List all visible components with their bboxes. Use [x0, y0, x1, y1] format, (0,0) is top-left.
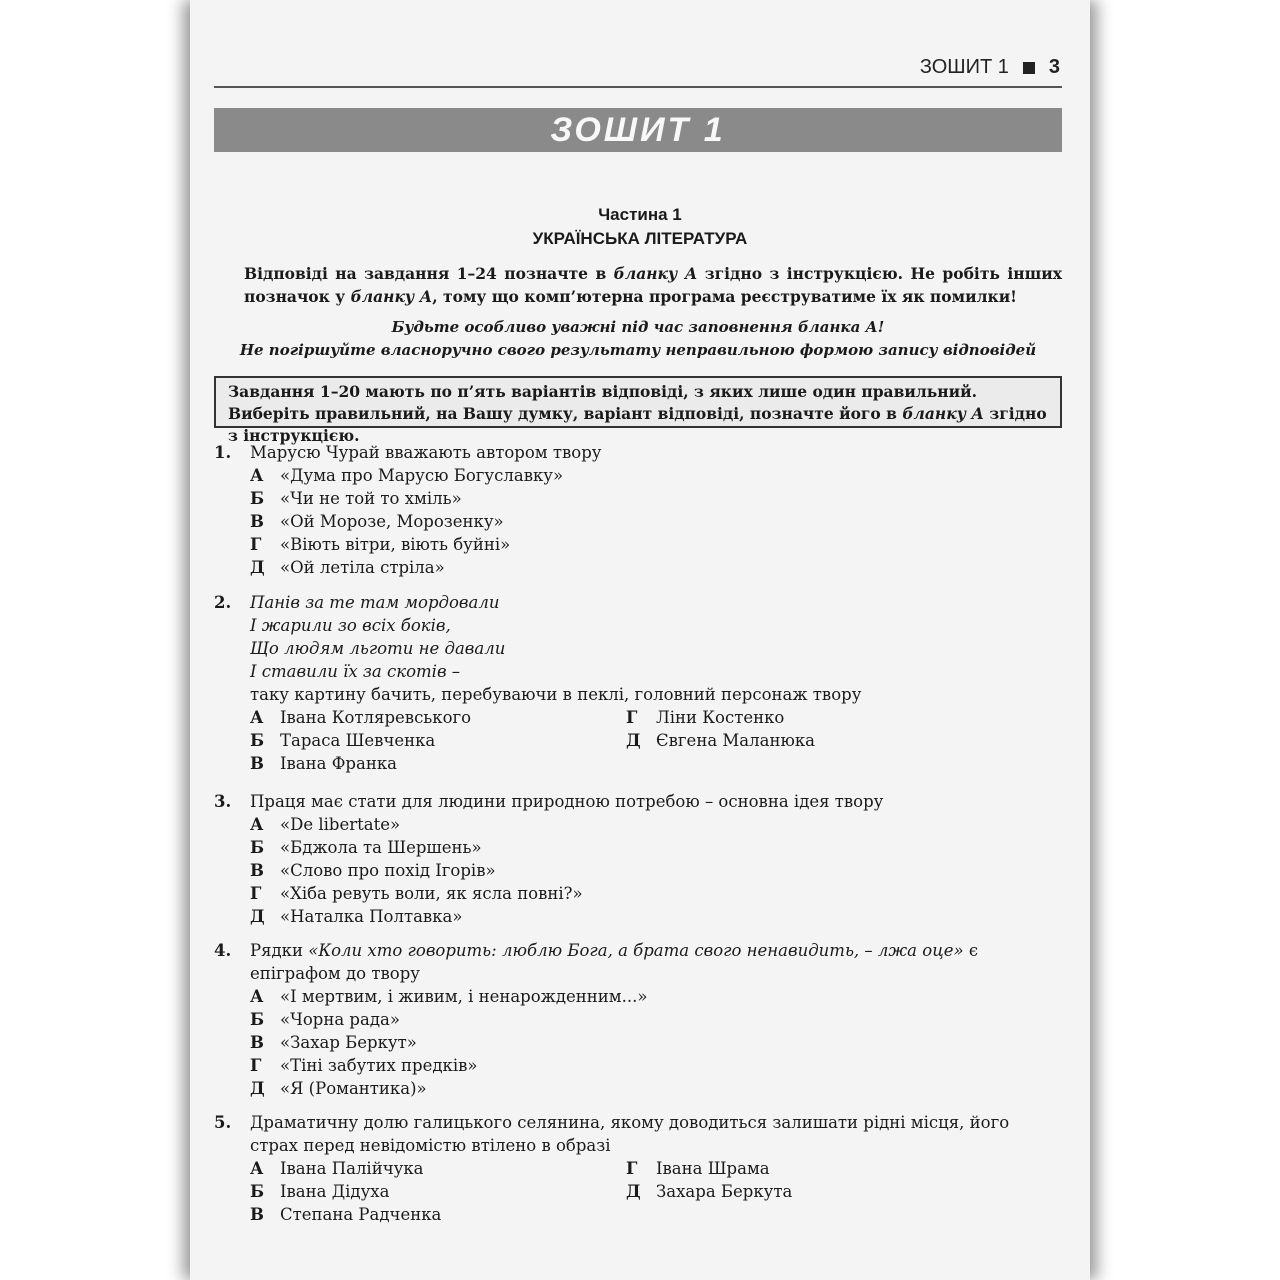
- option-letter: Д: [250, 1079, 265, 1098]
- option-text: «Ой Морозе, Морозенку»: [280, 512, 504, 531]
- question-number: 4.: [214, 941, 232, 960]
- option-letter: А: [250, 815, 264, 834]
- option-text: «Хіба ревуть воли, як ясла повні?»: [280, 884, 583, 903]
- option[interactable]: [250, 985, 1062, 1008]
- instr-text: , тому що комп’ютерна програма реєструватиме їх як помилки!: [432, 287, 1017, 306]
- instr-text: Відповіді на завдання 1–24 позначте в: [244, 264, 614, 283]
- option[interactable]: [250, 905, 1062, 928]
- option-text: «Чорна рада»: [280, 1010, 400, 1029]
- question-1: [214, 441, 1062, 579]
- option[interactable]: [626, 1157, 1002, 1180]
- question-2: [214, 591, 1062, 775]
- option-letter: А: [250, 987, 264, 1006]
- option[interactable]: [250, 836, 1062, 859]
- option-letter: А: [250, 466, 264, 485]
- option-letter: Г: [250, 1056, 262, 1075]
- option[interactable]: [626, 706, 1002, 729]
- page-number: 3: [1048, 56, 1060, 78]
- question-text-part: є епіграфом до твору: [250, 941, 979, 983]
- task-box-text: Завдання 1–20 мають по п’ять варіантів відповіді, з яких лише один правильний. Виберіть правильний, на Вашу думку, варіант відповіді, позначте його в: [228, 382, 978, 423]
- option-letter: Б: [250, 489, 265, 508]
- question-text: Праця має стати для людини природною потребою – основна ідея твору: [250, 792, 884, 811]
- verse-line: Панів за те там мордовали: [250, 593, 500, 612]
- option-text: «Віють вітри, віють буйні»: [280, 535, 511, 554]
- option[interactable]: [250, 510, 1062, 533]
- question-number: 3.: [214, 792, 232, 811]
- question-text-part: Рядки: [250, 941, 309, 960]
- option-letter: В: [250, 861, 264, 880]
- option[interactable]: [250, 464, 1062, 487]
- instr-emphasis: бланку А: [350, 287, 433, 306]
- option-letter: Д: [250, 907, 265, 926]
- option-letter: А: [250, 708, 264, 727]
- square-icon: [1023, 62, 1035, 74]
- option[interactable]: [250, 533, 1062, 556]
- question-3: [214, 790, 1062, 928]
- title-banner: [214, 108, 1062, 152]
- task-box-emphasis: бланку А: [902, 404, 984, 423]
- option-text: Ліни Костенко: [656, 708, 785, 727]
- option-letter: Г: [250, 884, 262, 903]
- option-text: Івана Франка: [280, 754, 397, 773]
- option-letter: В: [250, 754, 264, 773]
- header-notebook: ЗОШИТ 1: [919, 56, 1009, 78]
- option-text: Степана Радченка: [280, 1205, 442, 1224]
- option[interactable]: [250, 1031, 1062, 1054]
- instructions: [244, 262, 1062, 308]
- question-number: 5.: [214, 1113, 232, 1132]
- question-5: [214, 1111, 1062, 1226]
- document-page: [190, 0, 1090, 1280]
- option[interactable]: [250, 882, 1062, 905]
- option-text: Тараса Шевченка: [280, 731, 436, 750]
- option-text: «Наталка Полтавка»: [280, 907, 463, 926]
- option-text: «Ой летіла стріла»: [280, 558, 445, 577]
- question-text: [250, 939, 1062, 985]
- task-instruction-box: [214, 376, 1062, 445]
- subject-title: УКРАЇНСЬКА ЛІТЕРАТУРА: [532, 229, 748, 248]
- option-letter: Б: [250, 838, 265, 857]
- option[interactable]: [250, 1157, 626, 1180]
- option[interactable]: [250, 706, 626, 729]
- option-text: Івана Шрама: [656, 1159, 770, 1178]
- option[interactable]: [250, 729, 626, 752]
- option-letter: В: [250, 512, 264, 531]
- question-text: Драматичну долю галицького селянина, якому доводиться залишати рідні місця, його страх перед невідомістю втілено в образі: [250, 1113, 1010, 1155]
- question-number: 2.: [214, 593, 232, 612]
- option-text: «Чи не той то хміль»: [280, 489, 462, 508]
- option-text: «І мертвим, і живим, і ненарожденним...»: [280, 987, 648, 1006]
- option[interactable]: [250, 1054, 1062, 1077]
- option-text: «Дума про Марусю Богуславку»: [280, 466, 564, 485]
- option-text: Євгена Маланюка: [656, 731, 815, 750]
- epigraph-quote: «Коли хто говорить: люблю Бога, а брата свого ненавидить, – лжа оце»: [308, 941, 964, 960]
- option-letter: Б: [250, 1010, 265, 1029]
- option-letter: Г: [626, 1159, 638, 1178]
- option-letter: В: [250, 1033, 264, 1052]
- option-text: Захара Беркута: [656, 1182, 793, 1201]
- question-4: [214, 939, 1062, 1100]
- option-text: «Захар Беркут»: [280, 1033, 417, 1052]
- option-text: Івана Палійчука: [280, 1159, 424, 1178]
- verse-line: Що людям льготи не давали: [250, 639, 506, 658]
- question-text: таку картину бачить, перебуваючи в пеклі, головний персонаж твору: [250, 685, 862, 704]
- option-letter: Д: [250, 558, 265, 577]
- verse-line: І ставили їх за скотів –: [250, 662, 461, 681]
- verse-line: І жарили зо всіх боків,: [250, 616, 451, 635]
- option[interactable]: [250, 1077, 1062, 1100]
- warning-line-1: Будьте особливо уважні під час заповнення бланка А!: [391, 318, 885, 336]
- option[interactable]: [250, 487, 1062, 510]
- option-text: Івана Котляревського: [280, 708, 472, 727]
- task-box-text: згідно з інструкцією.: [228, 404, 1047, 445]
- option-text: «Бджола та Шершень»: [280, 838, 482, 857]
- option-letter: Д: [626, 1182, 641, 1201]
- option-text: «Тіні забутих предків»: [280, 1056, 478, 1075]
- option[interactable]: [626, 1180, 1002, 1203]
- option[interactable]: [250, 556, 1062, 579]
- instr-text: згідно з інструкцією. Не робіть інших позначок у: [244, 264, 1062, 306]
- page-header: [920, 56, 1060, 79]
- option[interactable]: [250, 1203, 1062, 1226]
- part-number: Частина 1: [598, 205, 682, 224]
- option-letter: Б: [250, 731, 265, 750]
- question-number: 1.: [214, 443, 232, 462]
- option-letter: В: [250, 1205, 264, 1224]
- option[interactable]: [250, 752, 1062, 775]
- option-text: Івана Дідуха: [280, 1182, 390, 1201]
- option[interactable]: [250, 1008, 1062, 1031]
- option-letter: Д: [626, 731, 641, 750]
- option-text: «De libertate»: [280, 815, 401, 834]
- page-title: ЗОШИТ 1: [550, 110, 726, 149]
- question-text: Марусю Чурай вважають автором твору: [250, 443, 602, 462]
- option[interactable]: [626, 729, 1002, 752]
- option[interactable]: [250, 1180, 626, 1203]
- option-letter: Г: [626, 708, 638, 727]
- option-letter: А: [250, 1159, 264, 1178]
- header-divider: [214, 86, 1062, 88]
- option[interactable]: [250, 859, 1062, 882]
- option-letter: Г: [250, 535, 262, 554]
- option-text: «Я (Романтика)»: [280, 1079, 427, 1098]
- warning-line-2: Не погіршуйте власноручно свого результату неправильною формою запису відповідей: [239, 341, 1037, 359]
- option-letter: Б: [250, 1182, 265, 1201]
- option[interactable]: [250, 813, 1062, 836]
- instr-emphasis: бланку А: [613, 264, 698, 283]
- option-text: «Слово про похід Ігорів»: [280, 861, 496, 880]
